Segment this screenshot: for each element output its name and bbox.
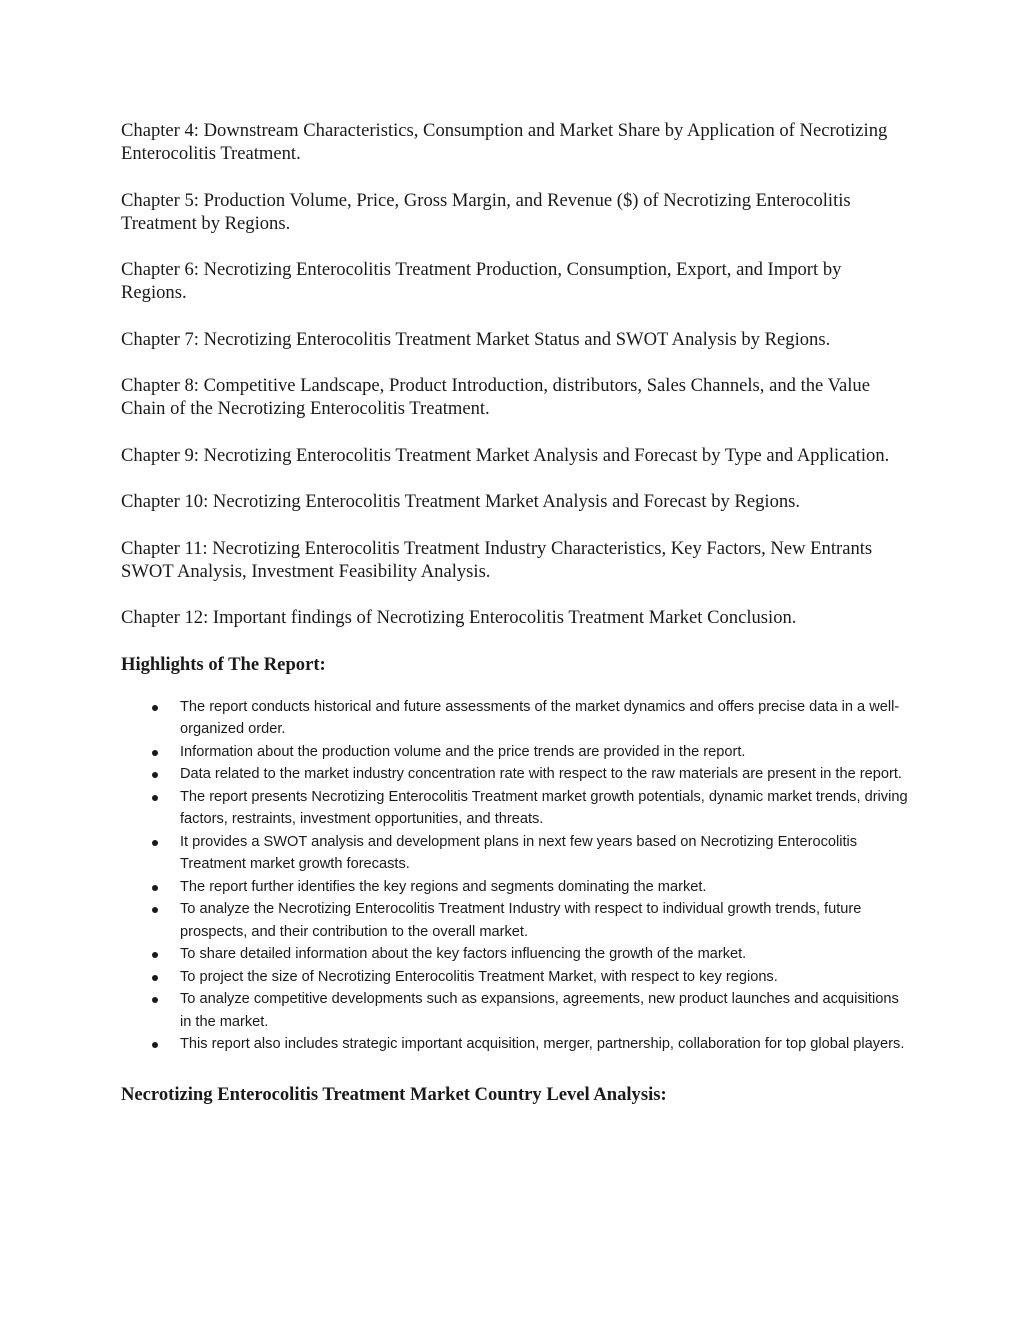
list-item [121, 763, 911, 786]
chapter-10-paragraph: Chapter 10: Necrotizing Enterocolitis Treatment Market Analysis and Forecast by Regions. [121, 491, 801, 512]
chapter-list [121, 119, 911, 629]
list-item-text: It provides a SWOT analysis and development plans in next few years based on Necrotizing Enterocolitis Treatment market growth forecasts. [180, 833, 858, 872]
chapter-12-paragraph: Chapter 12: Important findings of Necrotizing Enterocolitis Treatment Market Conclusion. [121, 607, 797, 628]
list-item [121, 966, 911, 989]
list-item-text: Information about the production volume and the price trends are provided in the report. [180, 743, 746, 760]
bullet-icon [152, 952, 158, 958]
bullet-icon [152, 705, 158, 711]
chapter-6-paragraph: Chapter 6: Necrotizing Enterocolitis Treatment Production, Consumption, Export, and Import by Regions. [121, 259, 842, 303]
country-analysis-heading: Necrotizing Enterocolitis Treatment Market Country Level Analysis: [121, 1083, 667, 1105]
chapter-11-paragraph: Chapter 11: Necrotizing Enterocolitis Treatment Industry Characteristics, Key Factors, New Entrants SWOT Analysis, Investment Feasibility Analysis. [121, 537, 873, 582]
chapter-7-paragraph: Chapter 7: Necrotizing Enterocolitis Treatment Market Status and SWOT Analysis by Regions. [121, 328, 831, 350]
chapter-4-paragraph: Chapter 4: Downstream Characteristics, Consumption and Market Share by Application of Necrotizing Enterocolitis Treatment. [121, 120, 888, 164]
list-item [121, 1033, 911, 1056]
document-page [121, 119, 911, 1126]
list-item-text: To project the size of Necrotizing Enterocolitis Treatment Market, with respect to key regions. [180, 968, 778, 985]
list-item [121, 741, 911, 764]
list-item-text: This report also includes strategic important acquisition, merger, partnership, collaboration for top global players. [180, 1036, 905, 1052]
list-item [121, 696, 911, 741]
bullet-icon [152, 997, 158, 1003]
list-item [121, 988, 911, 1033]
bullet-icon [152, 840, 158, 846]
list-item-text: To analyze the Necrotizing Enterocolitis Treatment Industry with respect to individual growth trends, future prospects, and their contribution to the overall market. [180, 901, 862, 940]
bullet-icon [152, 772, 158, 778]
list-item [121, 831, 911, 876]
list-item [121, 943, 911, 966]
list-item [121, 786, 911, 831]
highlights-heading: Highlights of The Report: [121, 653, 326, 675]
list-item-text: The report presents Necrotizing Enterocolitis Treatment market growth potentials, dynamic market trends, driving factors, restraints, investment opportunities, and threats. [180, 788, 908, 827]
list-item [121, 898, 911, 943]
bullet-icon [152, 975, 158, 981]
list-item [121, 876, 911, 899]
list-item-text: To share detailed information about the key factors influencing the growth of the market. [180, 946, 747, 962]
bullet-icon [152, 885, 158, 891]
chapter-8-paragraph: Chapter 8: Competitive Landscape, Product Introduction, distributors, Sales Channels, and the Value Chain of the Necrotizing Enterocolitis Treatment. [121, 375, 870, 419]
bullet-icon [152, 750, 158, 756]
list-item-text: To analyze competitive developments such as expansions, agreements, new product launches and acquisitions in the market. [180, 991, 899, 1030]
list-item-text: The report conducts historical and future assessments of the market dynamics and offers precise data in a well-organized order. [180, 698, 900, 737]
bullet-icon [152, 1042, 158, 1048]
chapter-9-paragraph: Chapter 9: Necrotizing Enterocolitis Treatment Market Analysis and Forecast by Type and Application. [121, 444, 890, 466]
chapter-5-paragraph: Chapter 5: Production Volume, Price, Gross Margin, and Revenue ($) of Necrotizing Enterocolitis Treatment by Regions. [121, 189, 851, 234]
list-item-text: Data related to the market industry concentration rate with respect to the raw materials are present in the report. [180, 766, 902, 782]
highlights-list [121, 696, 911, 1056]
bullet-icon [152, 795, 158, 801]
list-item-text: The report further identifies the key regions and segments dominating the market. [180, 878, 707, 895]
bullet-icon [152, 907, 158, 913]
